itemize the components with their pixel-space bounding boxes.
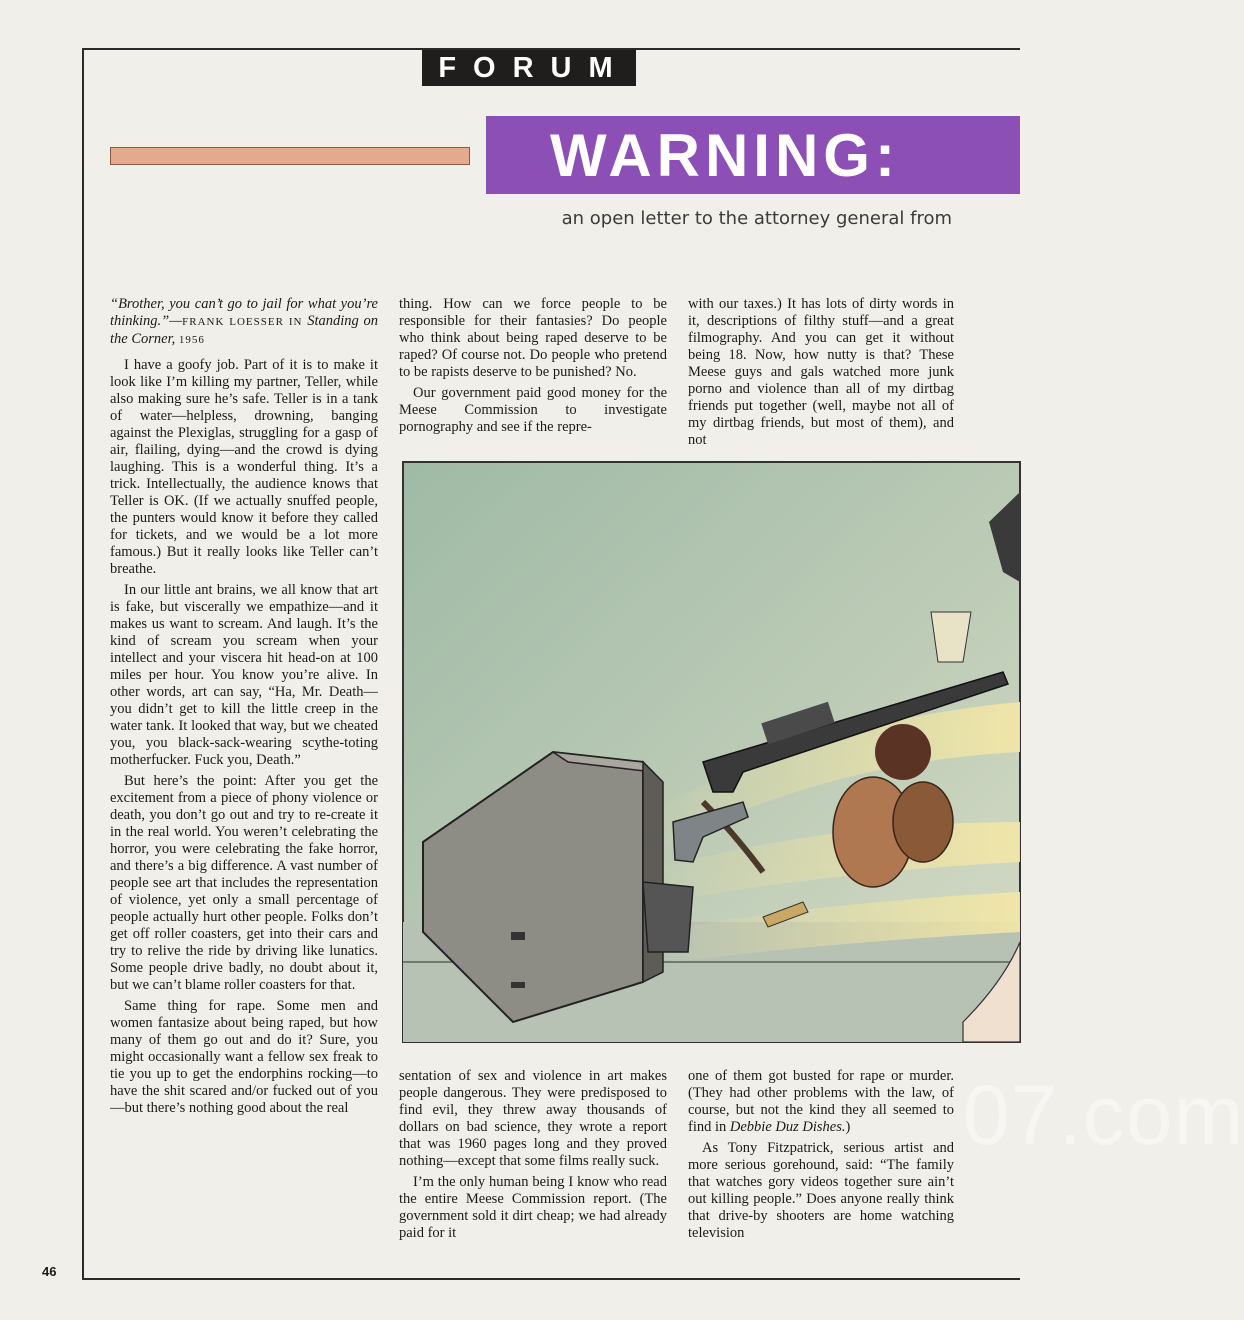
epigraph-attribution: FRANK LOESSER IN: [182, 316, 303, 328]
article-column-1: [110, 296, 378, 1121]
illustration-art: [403, 462, 1020, 1042]
paragraph: [688, 1068, 954, 1136]
article-column-3-bottom: [688, 1068, 954, 1246]
epigraph: [110, 296, 378, 349]
page-frame-bottom: [82, 1278, 1020, 1280]
page-frame-left: [82, 48, 84, 1280]
paragraph: I have a goofy job. Part of it is to make it look like I’m killing my partner, Teller, while also making sure he’s safe. Teller is in a tank of water—helpless, drowning, banging against the Plexiglas, struggling for a gasp of air, flailing, dying—and the crowd is dying laughing. This is a wonderful thing. It’s a trick. Intellectually, the audience knows that Teller is OK. (If we actually snuffed people, the punters would know it before they called for tickets, and we would be a lot more famous.) But it really looks like Teller can’t breathe.: [110, 357, 378, 577]
epigraph-year: 1956: [178, 334, 205, 346]
page-number: 46: [42, 1264, 57, 1279]
paragraph: thing. How can we force people to be responsible for their fantasies? Do people who think about being raped deserve to be raped? Of course not. Do people who pretend to be rapists deserve to be punished? No.: [399, 296, 667, 380]
paragraph: I’m the only human being I know who read the entire Meese Commission report. (The government sold it dirt cheap; we had already paid for it: [399, 1174, 667, 1241]
epigraph-source: Standing on the Corner,: [110, 313, 378, 347]
closing-paren: ): [845, 1119, 851, 1135]
article-column-3-top: [688, 296, 954, 453]
paragraph: In our little ant brains, we all know that art is fake, but viscerally we empathize—and it makes us want to scream. And laugh. It’s the kind of scream you scream when your intellect and your viscera hit head-on at 100 miles per hour. You know you’re alive. In other words, art can say, “Ha, Mr. Death—you didn’t get to kill the little creep in the water tank. It looked that way, but we cheated you, you black-sack-wearing scythe-toting motherfucker. Fuck you, Death.”: [110, 582, 378, 768]
headline-accent-bar: [110, 147, 470, 165]
paragraph-text: one of them got busted for rape or murder. (They had other problems with the law, of course, but not the kind they all seemed to find in: [688, 1068, 954, 1135]
watermark: 07.com: [963, 1068, 1244, 1162]
paragraph: Our government paid good money for the Meese Commission to investigate pornography and see if the repre-: [399, 385, 667, 435]
epigraph-quote: “Brother, you can’t go to jail for what you’re thinking.”—: [110, 296, 378, 329]
section-label: FORUM: [422, 50, 636, 86]
article-column-2-bottom: [399, 1068, 667, 1246]
paragraph: But here’s the point: After you get the excitement from a piece of phony violence or death, you don’t go out and try to re-create it in the real world. You weren’t celebrating the horror, you were celebrating the fake horror, and there’s a big difference. A vast number of people see art that includes the representation of violence, yet only a small percentage of people actually hurt other people. Folks don’t get off roller coasters, get into their cars and try to relive the ride by driving like lunatics. Some people drive badly, no doubt about it, but we can’t blame roller coasters for that.: [110, 773, 378, 993]
subtitle: an open letter to the attorney general from: [561, 208, 952, 229]
paragraph: with our taxes.) It has lots of dirty words in it, descriptions of filthy stuff—and a great filmography. And you can get it without being 18. Now, how nutty is that? These Meese guys and gals watched more junk porno and violence than all of my dirtbag friends put together (well, maybe not all of my dirtbag friends, but most of them), and not: [688, 296, 954, 448]
paragraph: sentation of sex and violence in art makes people dangerous. They were predisposed to find evil, they threw away thousands of dollars on bad science, they wrote a report that was 1960 pages long and they proved nothing—except that some films really suck.: [399, 1068, 667, 1169]
paragraph: As Tony Fitzpatrick, serious artist and more serious gorehound, said: “The family that watches gory videos together sure ain’t out killing people.” Does anyone really think that drive-by shooters are home watching television: [688, 1140, 954, 1241]
book-title: Debbie Duz Dishes.: [729, 1119, 846, 1135]
paragraph: Same thing for rape. Some men and women fantasize about being raped, but how many of them go out and do it? Sure, you might occasionally want a fellow sex freak to tie you up to get the endorphins rocking—to have the shit scared and/or fucked out of you—but there’s nothing good about the real: [110, 998, 378, 1116]
headline: WARNING:: [486, 116, 1020, 194]
article-column-2-top: [399, 296, 667, 440]
